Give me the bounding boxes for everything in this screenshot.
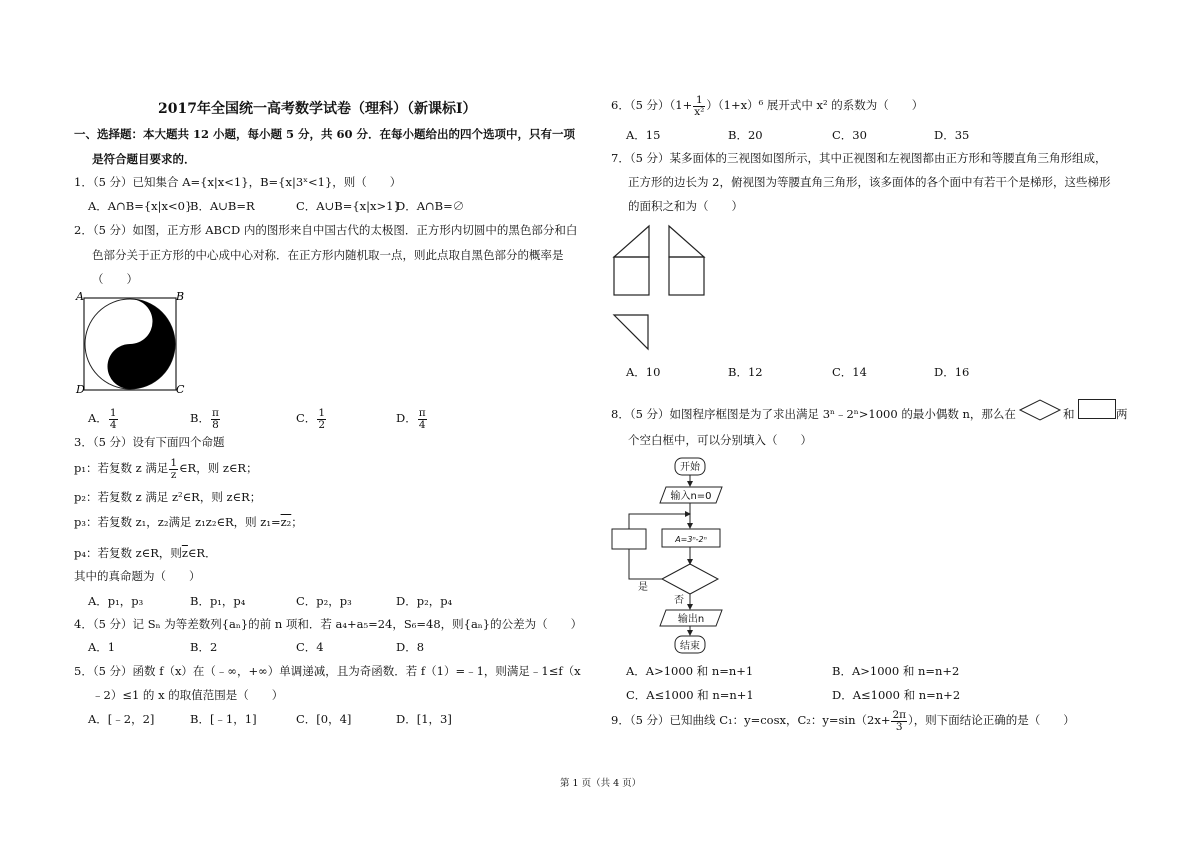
q2-option-a: [88, 404, 119, 432]
q9-stem: [611, 703, 1075, 737]
q6-option-b: B．20: [728, 128, 763, 142]
flow-end-label: 结束: [680, 641, 700, 652]
q3-option-b: B．p₁，p₄: [190, 594, 246, 608]
q2-line1: 2．（5 分）如图，正方形 ABCD 内的图形来自中国古代的太极图．正方形内切圆中的黑色部分和白: [74, 223, 578, 237]
q2-option-c-den: 2: [318, 418, 325, 431]
q5-line2: ﹣2）≤1 的 x 的取值范围是（ ）: [92, 688, 284, 702]
q3-p3-tail: ；: [291, 515, 303, 529]
q6-option-a: A．15: [626, 128, 661, 142]
vertex-b-label: B: [176, 290, 185, 303]
section-heading-line1: 一、选择题：本大题共 12 小题，每小题 5 分，共 60 分．在每小题给出的四个选项中，只有一项: [74, 127, 576, 141]
q4-stem: 4．（5 分）记 Sₙ 为等差数列{aₙ}的前 n 项和．若 a₄+a₅=24，S₆=48，则{aₙ}的公差为（ ）: [74, 617, 583, 631]
q7-option-a: A．10: [626, 365, 661, 379]
q9-frac-den: 3: [895, 720, 903, 733]
q3-stem: 3．（5 分）设有下面四个命题: [74, 435, 225, 449]
q8-line1-tail: 两: [1116, 407, 1128, 421]
q8-option-d: D．A≤1000 和 n=n+2: [832, 688, 961, 702]
q8-option-a: A．A>1000 和 n=n+1: [626, 664, 754, 678]
q3-p1-tail: ∈R，则 z∈R；: [179, 461, 258, 475]
q8-line1-and: 和: [1063, 407, 1075, 421]
q8-line1-text: 8．（5 分）如图程序框图是为了求出满足 3ⁿ﹣2ⁿ>1000 的最小偶数 n，那么在: [611, 407, 1016, 421]
q2-option-c-num: 1: [318, 406, 325, 419]
q4-option-b: B．2: [190, 640, 218, 654]
q2-option-a-num: 1: [109, 406, 117, 419]
q9-stem-pre: 9．（5 分）已知曲线 C₁：y=cosx，C₂：y=sin（2x+: [611, 713, 891, 727]
q8-line2: 个空白框中，可以分别填入（ ）: [628, 433, 812, 447]
q5-option-c: C．[0，4]: [296, 712, 352, 726]
q3-p3-conj: z₂: [280, 515, 292, 529]
q4-option-c: C．4: [296, 640, 324, 654]
q3-p1-den: z: [170, 468, 177, 481]
q2-option-c-letter: C．: [296, 411, 317, 425]
blank-rectangle-icon: [1078, 399, 1116, 419]
white-dot: [125, 317, 135, 327]
flow-yes-label: 是: [638, 582, 648, 593]
q3-ask: 其中的真命题为（ ）: [74, 569, 201, 583]
q3-p1-num: 1: [170, 456, 178, 469]
q3-p4-tail: ∈R．: [187, 546, 217, 560]
q7-line2: 正方形的边长为 2，俯视图为等腰直角三角形，该多面体的各个面中有若干个是梯形，这些梯形: [628, 175, 1111, 189]
q3-p1: [74, 456, 258, 481]
vertex-c-label: C: [176, 383, 185, 396]
q2-option-d-num: π: [418, 406, 426, 419]
front-view-square: [614, 257, 649, 295]
q6-option-d: D．35: [934, 128, 970, 142]
q6-option-c: C．30: [832, 128, 867, 142]
blank-diamond-icon: [1018, 398, 1062, 422]
side-view-square: [669, 257, 704, 295]
q2-option-c: [296, 404, 327, 432]
flow-blank-box: [612, 529, 646, 549]
q2-option-d-den: 4: [418, 418, 426, 431]
q6-stem-pre: 6．（5 分）（1+: [611, 98, 693, 112]
q3-option-a: A．p₁，p₃: [88, 594, 144, 608]
q3-p1-text: p₁：若复数 z 满足: [74, 461, 169, 475]
section-heading-line2: 是符合题目要求的．: [92, 152, 196, 166]
q2-option-b-num: π: [211, 406, 219, 419]
q3-p3-text: p₃：若复数 z₁，z₂满足 z₁z₂∈R，则 z₁=: [74, 515, 281, 529]
q6-frac-num: 1: [693, 95, 705, 107]
flow-no-label: 否: [674, 595, 684, 606]
top-view-triangle: [614, 315, 648, 349]
q4-option-a: A．1: [88, 640, 116, 654]
flow-input-label: 输入n=0: [670, 491, 712, 502]
q2-option-d-letter: D．: [396, 411, 417, 425]
q6-frac-den: x²: [694, 105, 705, 118]
black-dot: [125, 362, 135, 372]
q3-p4: [74, 546, 217, 561]
q2-line3: （ ）: [92, 272, 138, 286]
three-view-figure: [610, 222, 710, 362]
page-footer: 第 1 页（共 4 页）: [560, 778, 642, 789]
vertex-d-label: D: [76, 383, 85, 396]
q2-option-a-den: 4: [109, 418, 117, 431]
flow-start-label: 开始: [680, 462, 700, 473]
q2-option-b-letter: B．: [190, 411, 210, 425]
q7-option-c: C．14: [832, 365, 867, 379]
q8-option-b: B．A>1000 和 n=n+2: [832, 664, 960, 678]
q5-option-a: A．[﹣2，2]: [88, 712, 155, 726]
q6-stem-post: ）（1+x）⁶ 展开式中 x² 的系数为（ ）: [706, 98, 924, 112]
q5-option-d: D．[1，3]: [396, 712, 452, 726]
page-title: 2017年全国统一高考数学试卷（理科）（新课标Ⅰ）: [158, 101, 477, 117]
flow-assign-label: A=3ⁿ-2ⁿ: [675, 535, 707, 544]
q8-option-c: C．A≤1000 和 n=n+1: [626, 688, 754, 702]
q5-option-b: B．[﹣1，1]: [190, 712, 257, 726]
q7-option-b: B．12: [728, 365, 763, 379]
taiji-figure: [76, 292, 186, 396]
flowchart: [608, 456, 738, 656]
q7-line1: 7．（5 分）某多面体的三视图如图所示，其中正视图和左视图都由正方形和等腰直角三角形组成，: [611, 151, 1107, 165]
q9-stem-post: ），则下面结论正确的是（ ）: [908, 713, 1075, 727]
q7-option-d: D．16: [934, 365, 970, 379]
q1-stem: 1．（5 分）已知集合 A={x|x<1}，B={x|3ˣ<1}，则（ ）: [74, 175, 402, 189]
q4-option-d: D．8: [396, 640, 425, 654]
q2-option-a-letter: A．: [88, 411, 108, 425]
q3-p3: [74, 515, 303, 530]
q3-p4-text: p₄：若复数 z∈R，则: [74, 546, 182, 560]
q1-option-c: C．A∪B={x|x>1}: [296, 199, 401, 213]
flow-output-label: 输出n: [677, 614, 705, 625]
flow-decision-diamond: [662, 564, 718, 594]
q3-p4-conj: $\overline{z}$: [181, 546, 188, 560]
side-view-triangle: [669, 226, 704, 257]
q3-p2: p₂：若复数 z 满足 z²∈R，则 z∈R；: [74, 490, 262, 504]
q2-option-b-den: 8: [212, 418, 219, 431]
q5-line1: 5．（5 分）函数 f（x）在（﹣∞，+∞）单调递减，且为奇函数．若 f（1）=﹣1，则满足﹣1≤f（x: [74, 664, 581, 678]
q2-option-d: [396, 404, 428, 432]
q2-option-b: [190, 404, 221, 432]
vertex-a-label: A: [76, 290, 84, 303]
front-view-triangle: [614, 226, 649, 257]
q2-line2: 色部分关于正方形的中心成中心对称．在正方形内随机取一点，则此点取自黑色部分的概率是: [92, 248, 564, 262]
q1-option-d: D．A∩B=∅: [396, 199, 465, 213]
q1-option-b: B．A∪B=R: [190, 199, 255, 213]
q3-option-c: C．p₂，p₃: [296, 594, 352, 608]
q7-line3: 的面积之和为（ ）: [628, 199, 743, 213]
q6-stem: [611, 90, 923, 120]
q3-option-d: D．p₂，p₄: [396, 594, 453, 608]
q1-option-a: A．A∩B={x|x<0}: [88, 199, 193, 213]
q9-frac-num: 2π: [892, 708, 907, 721]
